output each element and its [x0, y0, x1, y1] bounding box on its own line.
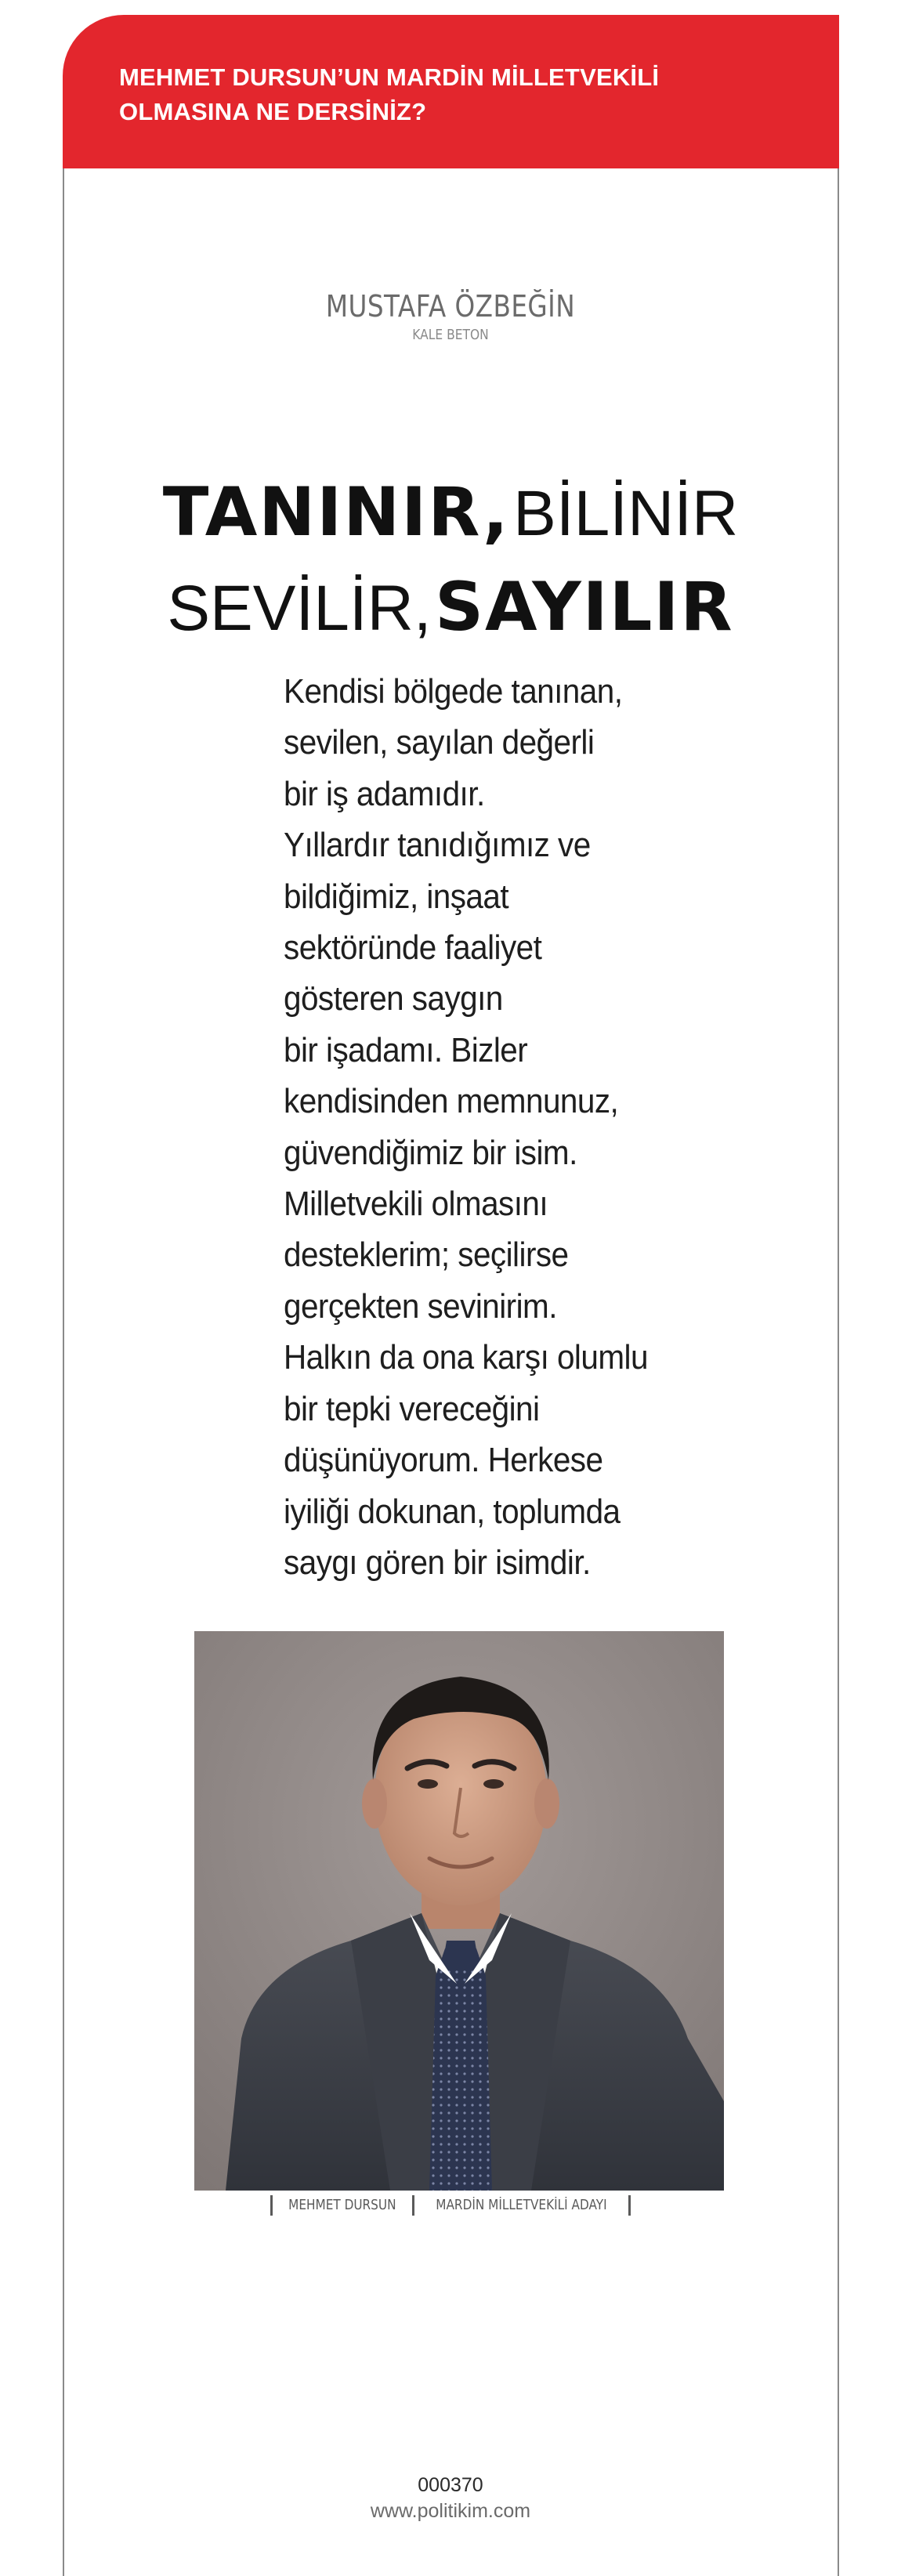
headline-line1: [0, 475, 901, 570]
body-line: saygı gören bir isimdir.: [284, 1543, 591, 1582]
header-banner: [63, 15, 839, 168]
author-block: [0, 288, 901, 345]
body-line: düşünüyorum. Herkese: [284, 1441, 603, 1480]
headline: [0, 475, 901, 664]
caption-role: MARDİN MİLLETVEKİLİ ADAYI: [436, 2197, 607, 2213]
body-line: bir iş adamıdır.: [284, 774, 485, 813]
footer: [0, 2473, 901, 2524]
body-line: bildiğimiz, inşaat: [284, 877, 509, 916]
headline-line2: [0, 570, 901, 664]
body-line: sevilen, sayılan değerli: [284, 723, 595, 762]
body-line: sektöründe faaliyet: [284, 928, 542, 968]
body-line: bir işadamı. Bizler: [284, 1030, 528, 1069]
headline-word-sayilir: SAYILIR: [435, 568, 734, 646]
author-company: KALE BETON: [412, 327, 489, 343]
body-line: gösteren saygın: [284, 979, 503, 1018]
body-line: gerçekten sevinirim.: [284, 1286, 557, 1326]
headline-word-bilinir: BİLİNİR: [513, 478, 739, 549]
header-title: [119, 60, 793, 129]
caption-separator: [628, 2195, 631, 2216]
body-line: güvendiğimiz bir isim.: [284, 1133, 577, 1172]
body-line: Halkın da ona karşı olumlu: [284, 1338, 648, 1377]
body-line: bir tepki vereceğini: [284, 1389, 540, 1428]
header-title-line2: OLMASINA NE DERSİNİZ?: [119, 98, 427, 125]
body-line: Milletvekili olmasını: [284, 1185, 548, 1224]
footer-code: 000370: [418, 2474, 483, 2496]
body-text: [284, 666, 691, 1588]
body-line: desteklerim; seçilirse: [284, 1236, 569, 1275]
photo-caption: [0, 2194, 901, 2217]
body-line: Kendisi bölgede tanınan,: [284, 672, 623, 711]
caption-separator: [270, 2195, 273, 2216]
header-title-line1: MEHMET DURSUN’UN MARDİN MİLLETVEKİLİ: [119, 63, 660, 91]
body-line: iyiliği dokunan, toplumda: [284, 1492, 621, 1531]
headline-word-sevilir: SEVİLİR,: [167, 573, 432, 644]
footer-website: www.politikim.com: [370, 2500, 531, 2522]
author-name: MUSTAFA ÖZBEĞİN: [325, 289, 576, 324]
portrait-photo: [194, 1631, 724, 2191]
body-line: Yıllardır tanıdığımız ve: [284, 826, 591, 865]
headline-word-taninir: TANINIR,: [162, 473, 510, 552]
body-line: kendisinden memnunuz,: [284, 1082, 619, 1121]
caption-separator: [412, 2195, 414, 2216]
caption-name: MEHMET DURSUN: [288, 2197, 396, 2213]
